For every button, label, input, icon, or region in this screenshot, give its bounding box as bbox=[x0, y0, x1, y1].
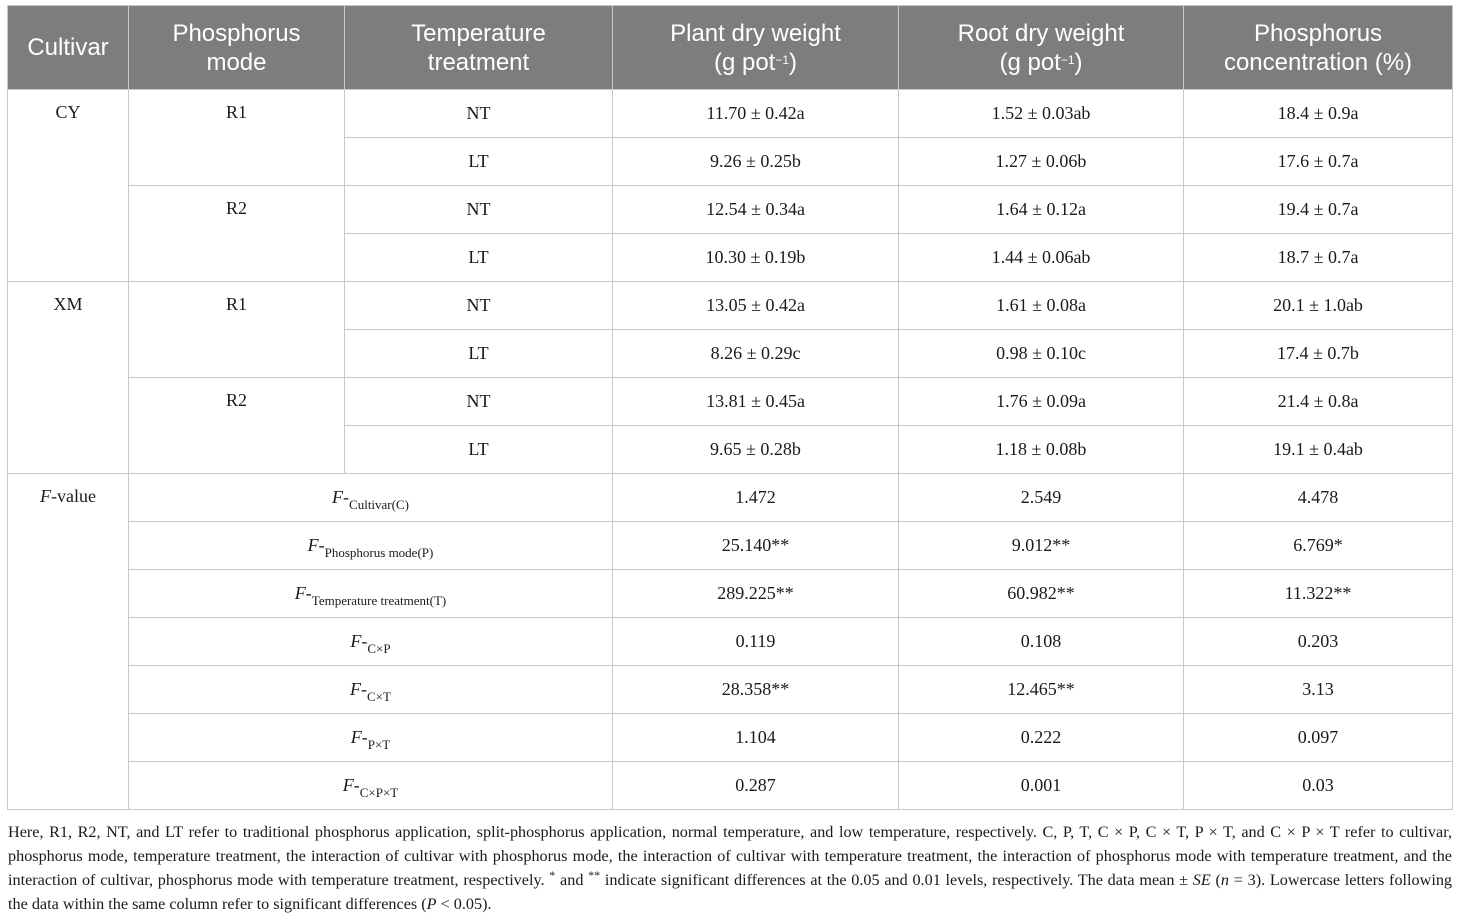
temperature-cell: NT bbox=[345, 186, 613, 234]
root-dry-weight-cell: 1.18 ± 0.08b bbox=[899, 426, 1184, 474]
table-row bbox=[8, 378, 1453, 426]
table-row bbox=[8, 282, 1453, 330]
f-label-cell: $F-_{Cultivar(C)}$ bbox=[129, 474, 613, 522]
plant-dry-weight-cell: 13.81 ± 0.45a bbox=[613, 378, 899, 426]
cultivar-cell: CY bbox=[8, 90, 129, 282]
phosphorus-mode-cell: R1 bbox=[129, 282, 345, 378]
table-row bbox=[8, 618, 1453, 666]
root-dry-weight-cell: 60.982** bbox=[899, 570, 1184, 618]
phosphorus-concentration-cell: 17.6 ± 0.7a bbox=[1184, 138, 1453, 186]
table-row bbox=[8, 186, 1453, 234]
table-row bbox=[8, 666, 1453, 714]
f-label-cell: $F-_{C\times P\times T}$ bbox=[129, 762, 613, 810]
phosphorus-concentration-cell: 20.1 ± 1.0ab bbox=[1184, 282, 1453, 330]
plant-dry-weight-cell: 9.65 ± 0.28b bbox=[613, 426, 899, 474]
root-dry-weight-cell: 0.108 bbox=[899, 618, 1184, 666]
temperature-cell: LT bbox=[345, 138, 613, 186]
phosphorus-concentration-cell: 11.322** bbox=[1184, 570, 1453, 618]
root-dry-weight-cell: 1.52 ± 0.03ab bbox=[899, 90, 1184, 138]
temperature-cell: LT bbox=[345, 330, 613, 378]
root-dry-weight-cell: 1.76 ± 0.09a bbox=[899, 378, 1184, 426]
plant-dry-weight-cell: 13.05 ± 0.42a bbox=[613, 282, 899, 330]
header-phosphorus-mode: Phosphorus mode bbox=[129, 6, 345, 90]
plant-dry-weight-cell: 9.26 ± 0.25b bbox=[613, 138, 899, 186]
plant-dry-weight-cell: 11.70 ± 0.42a bbox=[613, 90, 899, 138]
table-row bbox=[8, 90, 1453, 138]
f-label-cell: $F-_{Temperature treatment(T)}$ bbox=[129, 570, 613, 618]
root-dry-weight-cell: 0.001 bbox=[899, 762, 1184, 810]
root-dry-weight-cell: 1.27 ± 0.06b bbox=[899, 138, 1184, 186]
phosphorus-concentration-cell: 17.4 ± 0.7b bbox=[1184, 330, 1453, 378]
table-container bbox=[7, 5, 1452, 810]
temperature-cell: NT bbox=[345, 282, 613, 330]
plant-dry-weight-cell: 289.225** bbox=[613, 570, 899, 618]
cultivar-cell: XM bbox=[8, 282, 129, 474]
phosphorus-mode-cell: R1 bbox=[129, 90, 345, 186]
table-row bbox=[8, 570, 1453, 618]
phosphorus-concentration-cell: 0.203 bbox=[1184, 618, 1453, 666]
temperature-cell: LT bbox=[345, 234, 613, 282]
plant-dry-weight-cell: 0.287 bbox=[613, 762, 899, 810]
f-label-cell: $F-_{C\times P}$ bbox=[129, 618, 613, 666]
plant-dry-weight-cell: 12.54 ± 0.34a bbox=[613, 186, 899, 234]
phosphorus-concentration-cell: 3.13 bbox=[1184, 666, 1453, 714]
table-row bbox=[8, 762, 1453, 810]
table-row bbox=[8, 714, 1453, 762]
temperature-cell: NT bbox=[345, 378, 613, 426]
phosphorus-concentration-cell: 18.4 ± 0.9a bbox=[1184, 90, 1453, 138]
header-phosphorus-concentration: Phosphorus concentration (%) bbox=[1184, 6, 1453, 90]
plant-dry-weight-cell: 1.104 bbox=[613, 714, 899, 762]
plant-dry-weight-cell: 10.30 ± 0.19b bbox=[613, 234, 899, 282]
header-cultivar: Cultivar bbox=[8, 6, 129, 90]
table-footnote: Here, R1, R2, NT, and LT refer to traditional phosphorus application, split-phosphorus application, normal temperature, and low temperature, respectively. C, P, T, C × P, C × T, P × T, and C × P × T refer to cultivar, phosphorus mode, temperature treatment, the interaction of cultivar with phosphorus mode, the interaction of cultivar with temperature treatment, the interaction of phosphorus mode with temperature treatment, and the interaction of cultivar, phosphorus mode with temperature treatment, respectively. * and ** indicate significant differences at the 0.05 and 0.01 levels, respectively. The data mean ± SE (n = 3). Lowercase letters following the data within the same column refer to significant differences (P < 0.05). bbox=[8, 823, 1453, 913]
root-dry-weight-cell: 12.465** bbox=[899, 666, 1184, 714]
root-dry-weight-cell: 0.98 ± 0.10c bbox=[899, 330, 1184, 378]
f-label-cell: $F-_{C\times T}$ bbox=[129, 666, 613, 714]
phosphorus-concentration-cell: 0.03 bbox=[1184, 762, 1453, 810]
phosphorus-concentration-cell: 19.1 ± 0.4ab bbox=[1184, 426, 1453, 474]
header-root-dry-weight: Root dry weight (g pot$^{-1}$) bbox=[899, 6, 1184, 90]
phosphorus-concentration-cell: 6.769* bbox=[1184, 522, 1453, 570]
phosphorus-mode-cell: R2 bbox=[129, 378, 345, 474]
plant-dry-weight-cell: 8.26 ± 0.29c bbox=[613, 330, 899, 378]
phosphorus-mode-cell: R2 bbox=[129, 186, 345, 282]
phosphorus-concentration-cell: 21.4 ± 0.8a bbox=[1184, 378, 1453, 426]
f-label-cell: $F-_{Phosphorus mode(P)}$ bbox=[129, 522, 613, 570]
header-row bbox=[8, 6, 1453, 90]
table-row bbox=[8, 522, 1453, 570]
root-dry-weight-cell: 2.549 bbox=[899, 474, 1184, 522]
phosphorus-concentration-cell: 18.7 ± 0.7a bbox=[1184, 234, 1453, 282]
f-value-label: F-value bbox=[8, 474, 129, 810]
header-plant-dry-weight: Plant dry weight (g pot$^{-1}$) bbox=[613, 6, 899, 90]
table-row bbox=[8, 474, 1453, 522]
root-dry-weight-cell: 1.64 ± 0.12a bbox=[899, 186, 1184, 234]
temperature-cell: LT bbox=[345, 426, 613, 474]
plant-dry-weight-cell: 28.358** bbox=[613, 666, 899, 714]
phosphorus-concentration-cell: 0.097 bbox=[1184, 714, 1453, 762]
results-table bbox=[7, 5, 1453, 810]
root-dry-weight-cell: 1.61 ± 0.08a bbox=[899, 282, 1184, 330]
plant-dry-weight-cell: 0.119 bbox=[613, 618, 899, 666]
root-dry-weight-cell: 1.44 ± 0.06ab bbox=[899, 234, 1184, 282]
phosphorus-concentration-cell: 4.478 bbox=[1184, 474, 1453, 522]
header-temperature-treatment: Temperature treatment bbox=[345, 6, 613, 90]
root-dry-weight-cell: 0.222 bbox=[899, 714, 1184, 762]
plant-dry-weight-cell: 25.140** bbox=[613, 522, 899, 570]
f-label-cell: $F-_{P\times T}$ bbox=[129, 714, 613, 762]
temperature-cell: NT bbox=[345, 90, 613, 138]
root-dry-weight-cell: 9.012** bbox=[899, 522, 1184, 570]
plant-dry-weight-cell: 1.472 bbox=[613, 474, 899, 522]
phosphorus-concentration-cell: 19.4 ± 0.7a bbox=[1184, 186, 1453, 234]
